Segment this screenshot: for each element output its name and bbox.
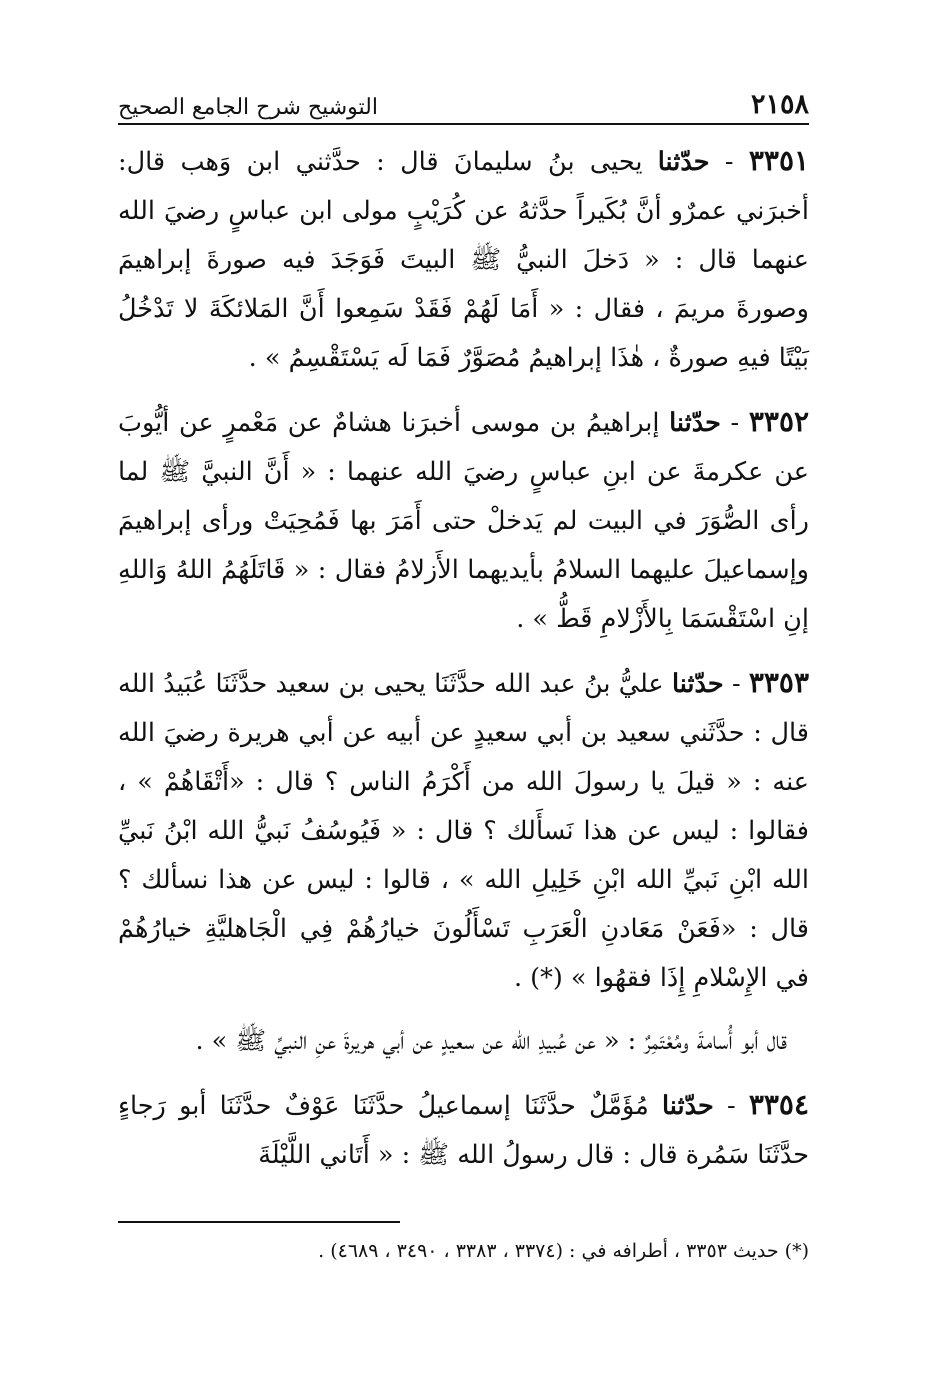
hadith-3352: [118, 397, 809, 644]
hadith-number: ٣٣٥٢: [748, 405, 810, 438]
hadith-dash: -: [709, 147, 749, 177]
hadith-3353: [118, 658, 809, 1003]
hadith-lead: حدّثنا: [657, 147, 710, 177]
hadith-lead: حدّثنا: [671, 669, 724, 699]
hadith-3351: [118, 136, 809, 383]
hadith-text: إبراهيمُ بن موسى أخبرَنا هشامٌ عن مَعْمرٍ عن أيُّوبَ عن عكرمةَ عن ابنِ عباسٍ رضيَ الله عنهما : « أَنَّ النبيَّ ﷺ لما رأى الصُّوَرَ في البيت لم يَدخلْ حتى أَمَرَ بها فَمُحِيَتْ ورأى إبراهيمَ وإسماعيلَ عليهما السلامُ بأيديهما الأَزلامُ فقال : « قَاتَلَهُمُ اللهُ وَاللهِ إنِ اسْتَقْسَمَا بِالأَزْلامِ قَطُّ » .: [118, 408, 809, 634]
hadith-text: عليُّ بنُ عبد الله حدَّثَنَا يحيى بن سعيد حدَّثَنَا عُبَيدُ الله قال : حدَّثَني سعيد بن أبي سعيدٍ عن أبيه عن أبي هريرة رضيَ الله عنه : « قيلَ يا رسولَ الله من أَكْرَمُ الناس ؟ قال : «أَتْقَاهُمْ » ، فقالوا : ليس عن هذا نَسأَلك ؟ قال : « فَيُوسُفُ نَبيُّ الله ابْنُ نَبيِّ الله ابْنِ نَبيِّ الله ابْنِ خَلِيلِ الله » ، قالوا : ليس عن هذا نسألك ؟ قال : «فَعَنْ مَعَادنِ الْعَرَبِ تَسْأَلُونَ خيارُهُمْ فِي الْجَاهليَّةِ خيارُهُمْ في الإِسْلامِ إِذَا فقهُوا » (*) .: [118, 669, 809, 993]
running-title: التوشيح شرح الجامع الصحيح: [118, 95, 378, 120]
hadith-dash: -: [720, 408, 749, 438]
page-number: ٢١٥٨: [750, 89, 809, 120]
narration-note: قال أبو أُسامةَ ومُعْتَمِرٌ : « عن عُبيدِ الله عن سعيدٍ عن أبي هريرةَ عنِ النبيِّ ﷺ » .: [195, 1026, 787, 1056]
hadith-number: ٣٣٥٤: [748, 1088, 809, 1121]
header-rule: [118, 123, 809, 125]
page-header: [118, 80, 809, 120]
hadith-dash: -: [723, 669, 749, 699]
hadith-lead: حدّثنا: [662, 1091, 714, 1121]
hadith-text: يحيى بنُ سليمانَ قال : حدَّثني ابن وَهب قال: أخبرَني عمرٌو أنَّ بُكَيراً حدَّثهُ عن كُرَيْبٍ مولى ابن عباسٍ رضيَ الله عنهما قال : « دَخلَ النبيُّ ﷺ البيتَ فَوَجَدَ فيه صورةَ إبراهيمَ وصورةَ مريمَ ، فقال : « أَمَا لَهُمْ فَقَدْ سَمِعوا أَنَّ المَلائكَةَ لا تَدْخُلُ بَيْتًا فيهِ صورةٌ ، هٰذَا إبراهيمُ مُصَوَّرٌ فَمَا لَه يَسْتَقْسِمُ » .: [118, 147, 809, 373]
hadith-lead: حدّثنا: [669, 408, 721, 438]
page-body: [118, 136, 809, 1194]
hadith-number: ٣٣٥٣: [748, 666, 809, 699]
hadith-dash: -: [713, 1091, 749, 1121]
footnote-rule: [118, 1221, 400, 1223]
footnote: (*) حديث ٣٣٥٣ ، أطرافه في : (٣٣٧٤ ، ٣٣٨٣ ، ٣٤٩٠ ، ٤٦٨٩) .: [318, 1240, 809, 1262]
hadith-text: مُؤَمَّلٌ حدَّثَنَا إسماعيلُ حدَّثَنَا عَوْفٌ حدَّثَنَا أبو رَجاءٍ حدَّثَنَا سَمُرة قال : قال رسولُ الله ﷺ : « أَتَاني اللَّيْلَةَ: [118, 1091, 809, 1170]
hadith-3354: [118, 1080, 809, 1180]
hadith-number: ٣٣٥١: [748, 144, 810, 177]
